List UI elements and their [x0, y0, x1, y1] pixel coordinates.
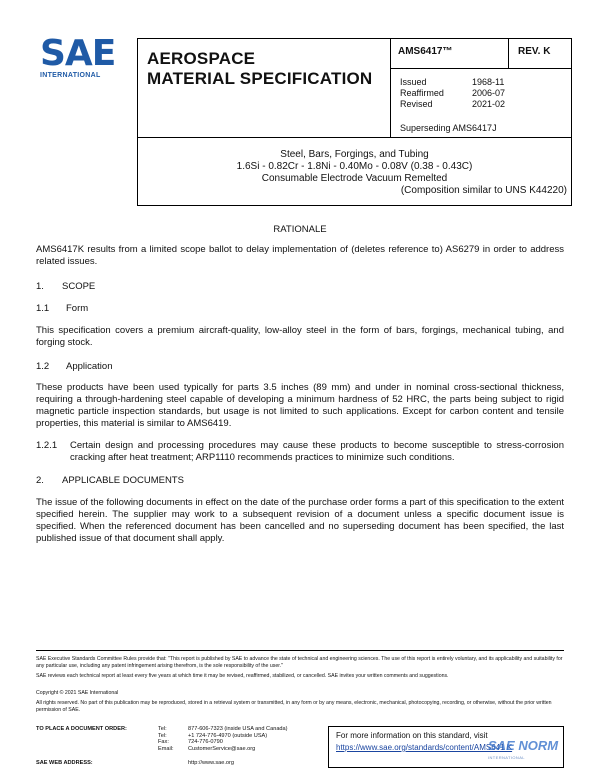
- review-note: SAE reviews each technical report at least every five years at which time it may be revised, reaffirmed, stabilized, or cancelled. SAE invites your written comments and suggestions.: [36, 673, 449, 679]
- rationale-heading: RATIONALE: [273, 224, 327, 235]
- uns-similarity: (Composition similar to UNS K44220): [400, 185, 567, 196]
- revision-label: REV. K: [518, 46, 551, 57]
- customer-service-email[interactable]: CustomerService@sae.org: [188, 745, 256, 752]
- copyright-line: Copyright © 2021 SAE International: [36, 690, 119, 696]
- watermark-stamp: SAE NORM: [488, 738, 559, 753]
- date-table: [400, 77, 505, 110]
- watermark-stamp-sub: INTERNATIONAL: [488, 755, 525, 760]
- header-divider: [508, 38, 509, 68]
- application-paragraph: These products have been used typically for parts 3.5 inches (89 mm) and under in nominal cross-sectional thickness, requiring a through-hardening steel capable of developing a minimum hardness of 52 HRC, the parts being subject to rigid magnetic particle inspection standards, but usage is not limited to such applications. Except for carbon content and tensile properties, this material is similar to AMS6419.: [36, 382, 564, 429]
- subsection-1-2-1: 1.2.1 Certain design and processing procedures may cause these products to become susceptible to stress-corrosion cracking after heat treatment; ARP1110 recommends practices to minimize such conditions.: [36, 440, 564, 463]
- applicable-documents-paragraph: The issue of the following documents in effect on the date of the purchase order forms a part of this specification to the extent specified herein. The supplier may work to a subsequent revision of a document unless a specific document issue is specified. When the referenced document has been cancelled and no superseding document has been specified, the last published issue of that document shall apply.: [36, 497, 564, 544]
- material-title: Steel, Bars, Forgings, and Tubing: [280, 149, 429, 160]
- header-divider: [390, 38, 391, 138]
- document-type-title: AEROSPACE MATERIAL SPECIFICATION: [147, 49, 373, 88]
- order-contacts: TO PLACE A DOCUMENT ORDER: Tel: 877-606-7323 (inside USA and Canada) Tel: +1 724-776-4970 (outside USA) Fax: 724-776-0790 Email: CustomerService@sae.org: [36, 726, 288, 752]
- rights-note: All rights reserved. No part of this publication may be reproduced, stored in a retrieval system or transmitted, in any form or by any means, electronic, mechanical, photocopying, recording, or otherwise, without the prior written permission of SAE.: [36, 700, 552, 713]
- standard-url-link[interactable]: https://www.sae.org/standards/content/AMS641 K: [336, 743, 513, 752]
- more-info-text: For more information on this standard, visit: [336, 731, 488, 740]
- footer-rule: [36, 650, 564, 651]
- section-heading-applicable-documents: 2. APPLICABLE DOCUMENTS: [36, 475, 184, 486]
- committee-rules-note: SAE Executive Standards Committee Rules provide that: "This report is published by SAE to advance the state of technical and engineering sciences. The use of this report is entirely voluntary, and its applicability and suitability for any particular use, including any patent infringement arising therefrom, is the sole responsibility of the user.": [36, 656, 563, 669]
- logo-mark: SAE: [40, 33, 116, 74]
- superseding-note: Superseding AMS6417J: [400, 123, 497, 133]
- section-heading-application: 1.2 Application: [36, 361, 113, 372]
- form-paragraph: This specification covers a premium aircraft-quality, low-alloy steel in the form of bars, forgings, mechanical tubing, and forging stock.: [36, 325, 564, 348]
- section-heading-form: 1.1 Form: [36, 303, 89, 314]
- sae-logo: [40, 33, 122, 79]
- rationale-text: AMS6417K results from a limited scope ballot to delay implementation of (deletes reference to) AS6279 in order to address related issues.: [36, 244, 564, 267]
- header-divider: [390, 68, 572, 69]
- date-row: Revised 2021-02: [400, 99, 506, 109]
- logo-subtitle: INTERNATIONAL: [40, 72, 101, 79]
- date-row: Reaffirmed 2006-07: [400, 88, 506, 98]
- date-row: Issued 1968-11: [400, 77, 505, 87]
- composition-line: 1.6Si - 0.82Cr - 1.8Ni - 0.40Mo - 0.08V (0.38 - 0.43C): [236, 161, 473, 172]
- section-heading-scope: 1. SCOPE: [36, 281, 96, 292]
- web-address-link[interactable]: http://www.sae.org: [188, 760, 235, 766]
- web-address: SAE WEB ADDRESS: http://www.sae.org: [36, 760, 235, 766]
- document-number: AMS6417™: [398, 46, 453, 57]
- process-line: Consumable Electrode Vacuum Remelted: [261, 173, 448, 184]
